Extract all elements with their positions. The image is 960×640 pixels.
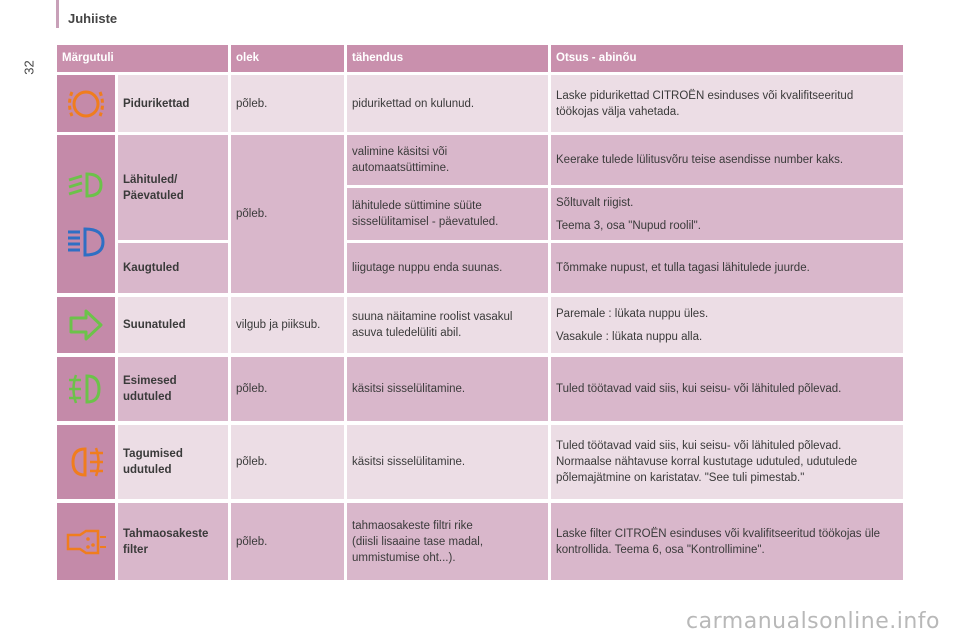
row-meaning: suuna näitamine roolist vasakul asuva tuledelüliti abil. xyxy=(347,297,548,353)
row-action-text: Teema 3, osa "Nupud roolil". xyxy=(556,219,701,232)
low-beam-icon xyxy=(65,170,107,200)
row-name-text: Tagumised udutuled xyxy=(123,448,183,476)
row-action: Laske filter CITROËN esinduses või kvalifitseeritud töökojas üle kontrollida. Teema 6, osa "Kontrollimine". xyxy=(551,503,903,580)
row-meaning: käsitsi sisselülitamine. xyxy=(347,357,548,421)
section-title: Juhiiste xyxy=(68,11,118,26)
row-icon-cell xyxy=(57,75,115,132)
front-fog-icon xyxy=(65,372,107,406)
row-name: Suunatuled xyxy=(118,297,228,353)
header-indicator: Märgutuli xyxy=(57,45,228,72)
row-state: põleb. xyxy=(231,425,344,499)
row-name xyxy=(118,503,228,580)
row-action xyxy=(551,75,903,132)
row-name xyxy=(118,135,228,240)
row-icon-cell xyxy=(57,357,115,421)
row-meaning xyxy=(347,503,548,580)
section-bar xyxy=(56,0,59,28)
row-name xyxy=(118,425,228,499)
row-name-text: Tahmaosakeste filter xyxy=(123,527,209,556)
header-action: Otsus - abinõu xyxy=(551,45,903,72)
row-state: põleb. xyxy=(231,357,344,421)
row-action-text: Vasakule : lükata nuppu alla. xyxy=(556,330,703,343)
row-action: Tuled töötavad vaid siis, kui seisu- või lähituled põlevad. xyxy=(551,357,903,421)
header-state: olek xyxy=(231,45,344,72)
row-action: Tõmmake nupust, et tulla tagasi lähitulede juurde. xyxy=(551,243,903,293)
row-action-text: Laske pidurikettad CITROËN esinduses või kvalifitseeritud töökojas välja vahetada. xyxy=(556,89,854,118)
high-beam-icon xyxy=(65,226,107,258)
row-meaning: lähitulede süttimine süüte sisselülitamisel - päevatuled. xyxy=(347,188,548,240)
watermark: carmanualsonline.info xyxy=(686,609,940,634)
row-action xyxy=(551,297,903,353)
row-icon-cell xyxy=(57,135,115,293)
row-meaning: käsitsi sisselülitamine. xyxy=(347,425,548,499)
particle-filter-icon xyxy=(64,527,108,557)
brake-pad-wear-icon xyxy=(66,86,106,122)
row-name: Kaugtuled xyxy=(118,243,228,293)
row-action: Keerake tulede lülitusvõru teise asendisse number kaks. xyxy=(551,135,903,185)
row-action xyxy=(551,188,903,240)
header-meaning: tähendus xyxy=(347,45,548,72)
row-meaning: liigutage nuppu enda suunas. xyxy=(347,243,548,293)
row-state: põleb. xyxy=(231,75,344,132)
rear-fog-icon xyxy=(65,445,107,479)
row-state: põleb. xyxy=(231,503,344,580)
row-name-text: Esimesed udutuled xyxy=(123,375,177,403)
row-name: Pidurikettad xyxy=(118,75,228,132)
row-name-text: Lähituled/ Päevatuled xyxy=(123,173,184,202)
row-icon-cell xyxy=(57,503,115,580)
row-meaning: valimine käsitsi või automaatsüttimine. xyxy=(347,135,548,185)
row-icon-cell xyxy=(57,425,115,499)
row-state: vilgub ja piiksub. xyxy=(231,297,344,353)
turn-signal-icon xyxy=(66,307,106,343)
row-action-text: Paremale : lükata nuppu üles. xyxy=(556,307,709,320)
row-name xyxy=(118,357,228,421)
row-meaning-text: tahmaosakeste filtri rike (diisli lisaaine tase madal, ummistumise oht...). xyxy=(352,519,484,564)
page-number: 32 xyxy=(21,60,37,75)
row-state: põleb. xyxy=(231,135,344,293)
row-action: Tuled töötavad vaid siis, kui seisu- või lähituled põlevad. Normaalse nähtavuse korral kustutage udutuled, udutulede põlemajätmine on karistatav. "See tuli pimestab." xyxy=(551,425,903,499)
row-icon-cell xyxy=(57,297,115,353)
row-action-text: Sõltuvalt riigist. xyxy=(556,196,634,209)
row-meaning: pidurikettad on kulunud. xyxy=(347,75,548,132)
